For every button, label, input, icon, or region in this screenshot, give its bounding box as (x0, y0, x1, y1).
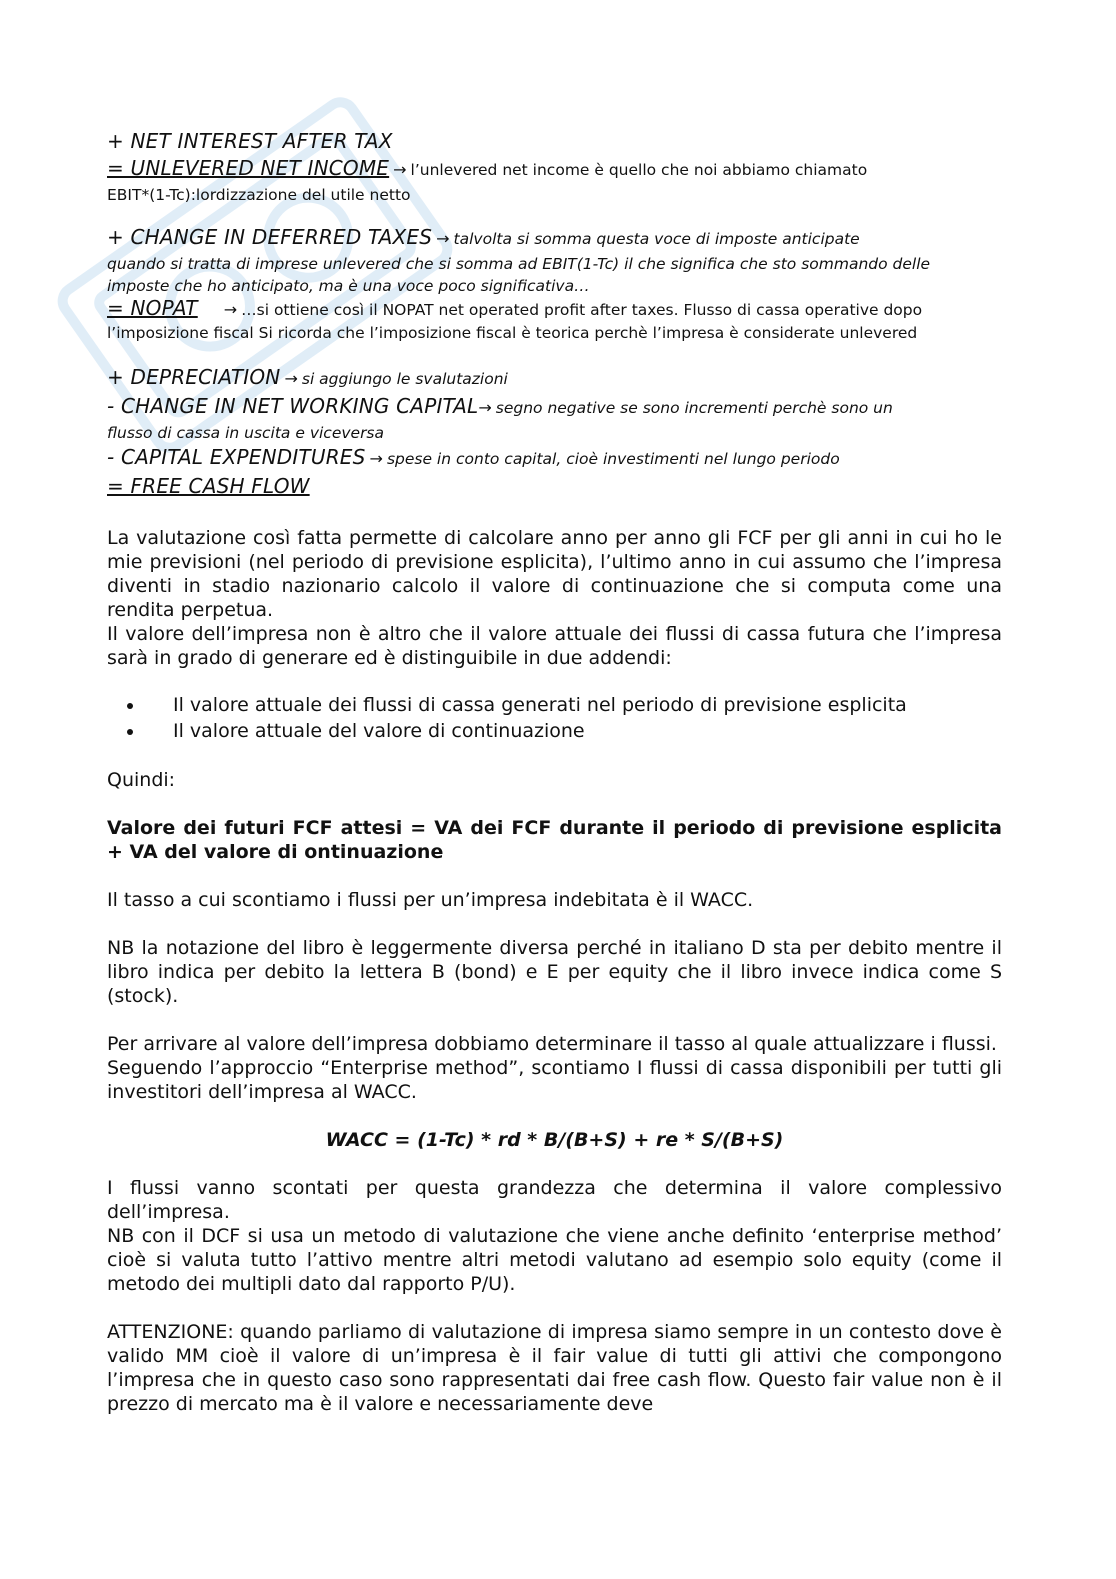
document-page (107, 128, 1002, 1416)
note-capex: spese in conto capital, cioè investimenti nel lungo periodo (386, 450, 840, 468)
wacc-formula: WACC = (1-Tc) * rd * B/(B+S) + re * S/(B+S) (325, 1129, 784, 1151)
arrow-icon: → (284, 369, 298, 388)
paragraph-arrivare: Per arrivare al valore dell’impresa dobbiamo determinare il tasso al quale attualizzare i flussi. (107, 1033, 997, 1055)
line-nopat: = NOPAT (107, 296, 198, 320)
paragraph-quindi: Quindi: (107, 769, 176, 791)
arrow-icon: → (393, 160, 407, 179)
paragraph-attenzione: ATTENZIONE: quando parliamo di valutazione di impresa siamo sempre in un contesto dove è valido MM cioè il valore di un’impresa è il fair value di tutti gli attivi che compongono l’impresa che in questo caso sono rappresentati dai free cash flow. Questo fair value non è il prezzo di mercato ma è il valore e necessariamente deve (107, 1321, 1002, 1415)
note-deferred-3: imposte che ho anticipato, ma è una voce poco significativa… (107, 277, 590, 295)
list-item: • Il valore attuale del valore di continuazione (145, 718, 1002, 744)
paragraph-flussi: I flussi vanno scontati per questa grandezza che determina il valore complessivo dell’impresa. (107, 1177, 1002, 1223)
arrow-icon: → (369, 449, 383, 468)
line-free-cash-flow: = FREE CASH FLOW (107, 474, 310, 498)
arrow-icon: → (223, 300, 238, 319)
note-nwc: segno negative se sono incrementi perchè sono un (495, 399, 893, 417)
paragraph-tasso: Il tasso a cui scontiamo i flussi per un’impresa indebitata è il WACC. (107, 889, 754, 911)
note-unlevered: l’unlevered net income è quello che noi abbiamo chiamato (410, 161, 868, 179)
list-item: • Il valore attuale dei flussi di cassa generati nel periodo di previsione esplicita (145, 692, 1002, 718)
note-deferred-taxes: talvolta si somma questa voce di imposte anticipate (453, 230, 860, 248)
paragraph-valore-impresa: Il valore dell’impresa non è altro che il valore attuale dei flussi di cassa futura che l’impresa sarà in grado di generare ed è distinguibile in due addendi: (107, 623, 1002, 669)
paragraph-valore-fcf: Valore dei futuri FCF attesi = VA dei FCF durante il periodo di previsione esplicita + VA del valore di ontinuazione (107, 817, 1002, 863)
line-capex: - CAPITAL EXPENDITURES (107, 445, 366, 469)
line-change-deferred-taxes: + CHANGE IN DEFERRED TAXES (107, 225, 433, 249)
line-change-nwc: - CHANGE IN NET WORKING CAPITAL (107, 394, 479, 418)
paragraph-valutazione: La valutazione così fatta permette di calcolare anno per anno gli FCF per gli anni in cui ho le mie previsioni (nel periodo di previsione esplicita), l’ultimo anno in cui assumo che l’impresa diventi in stadio nazionario calcolo il valore di continuazione che si computa come una rendita perpetua. (107, 527, 1002, 621)
paragraph-enterprise: Seguendo l’approccio “Enterprise method”, scontiamo I flussi di cassa disponibili per tutti gli investitori dell’impresa al WACC. (107, 1057, 1002, 1103)
addendi-list (107, 692, 1002, 744)
line-depreciation: + DEPRECIATION (107, 365, 281, 389)
note-nopat: …si ottiene così il NOPAT net operated profit after taxes. Flusso di cassa operative dopo (241, 301, 923, 319)
paragraph-nb-dcf: NB con il DCF si usa un metodo di valutazione che viene anche definito ‘enterprise method’ cioè si valuta tutto l’attivo mentre altri metodi valutano ad esempio solo equity (come il metodo dei multipli dato dal rapporto P/U). (107, 1225, 1002, 1295)
line-net-interest: + NET INTEREST AFTER TAX (107, 129, 393, 153)
note-ebit: EBIT*(1-Tc):lordizzazione del utile netto (107, 186, 411, 204)
paragraph-nb-notazione: NB la notazione del libro è leggermente diversa perché in italiano D sta per debito mentre il libro indica per debito la lettera B (bond) e E per equity che il libro invece indica come S (stock). (107, 937, 1002, 1007)
arrow-icon: → (478, 398, 492, 417)
arrow-icon: → (436, 229, 450, 248)
line-unlevered-net-income: = UNLEVERED NET INCOME (107, 156, 390, 180)
note-depreciation: si aggiungo le svalutazioni (301, 370, 508, 388)
note-deferred-2: quando si tratta di imprese unlevered che si somma ad EBIT(1-Tc) il che significa che sto sommando delle (107, 255, 931, 273)
note-nwc-2: flusso di cassa in uscita e viceversa (107, 424, 385, 442)
note-nopat-2: l’imposizione fiscal Si ricorda che l’imposizione fiscal è teorica perchè l’impresa è considerate unlevered (107, 324, 918, 342)
